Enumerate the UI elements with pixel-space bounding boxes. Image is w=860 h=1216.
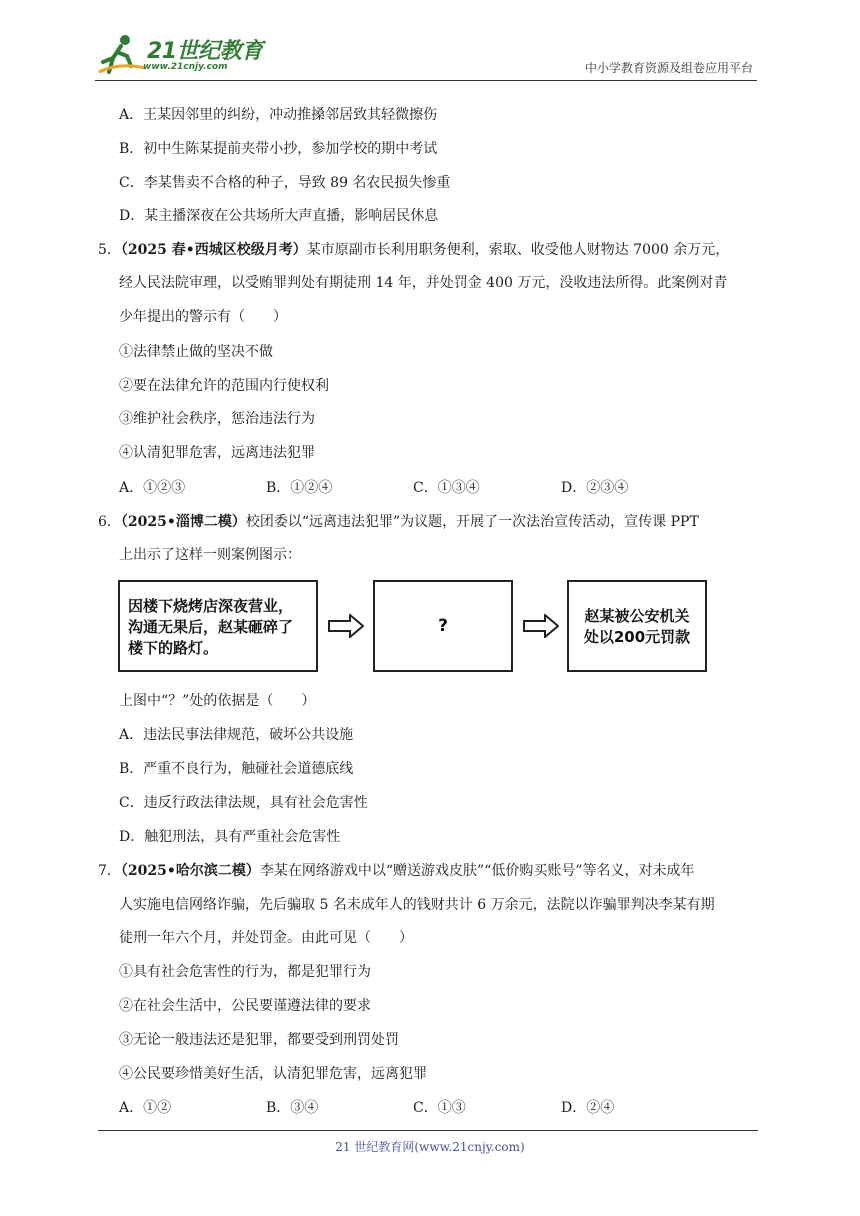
q4-option-a: A．王某因邻里的纠纷，冲动推搡邻居致其轻微擦伤 [119, 107, 438, 123]
q6-question: 上图中“？”处的依据是（ ） [119, 693, 316, 709]
q7-item-1: ①具有社会危害性的行为，都是犯罪行为 [119, 964, 371, 980]
case-box-cause-line1: 因楼下烧烤店深夜营业， [128, 597, 294, 615]
q5-stem-line2: 经人民法院审理，以受贿罪判处有期徒刑 14 年，并处罚金 400 万元，没收违法所得。此案例对青 [119, 275, 728, 291]
platform-label: 中小学教育资源及组卷应用平台 [584, 61, 753, 75]
q6-stem-line2: 上出示了这样一则案例图示： [119, 547, 301, 563]
q5-choice-c: C．①③④ [413, 480, 480, 496]
q6-option-c: C．违反行政法律法规，具有社会危害性 [119, 795, 368, 811]
q5-item-3: ③维护社会秩序，惩治违法行为 [119, 411, 315, 427]
case-box-unknown [373, 580, 513, 672]
case-box-cause-line3: 楼下的路灯。 [128, 639, 219, 657]
q5-stem-line1 [98, 241, 729, 259]
q5-choice-b: B．①②④ [266, 480, 333, 496]
footer-divider [98, 1130, 758, 1131]
q7-choice-d: D．②④ [561, 1100, 615, 1116]
case-box-result-line2: 处以200元罚款 [583, 628, 691, 646]
logo-text: 21世纪教育 [147, 39, 263, 64]
case-box-cause [118, 580, 318, 672]
q7-text: 李某在网络游戏中以“赠送游戏皮肤”“低价购买账号”等名义，对未成年 [259, 863, 695, 879]
q7-item-3: ③无论一般违法还是犯罪，都要受到刑罚处罚 [119, 1032, 399, 1048]
q5-source: （2025 春•西城区校级月考） [120, 242, 307, 258]
q6-option-b: B．严重不良行为，触碰社会道德底线 [119, 761, 354, 777]
q6-option-a: A．违法民事法律规范，破坏公共设施 [119, 727, 354, 743]
q5-item-2: ②要在法律允许的范围内行使权利 [119, 378, 329, 394]
case-box-cause-line2: 沟通无果后，赵某砸碎了 [128, 618, 294, 636]
case-box-unknown-mark: ? [438, 616, 448, 636]
q6-text: 校团委以“远离违法犯罪”为议题，开展了一次法治宣传活动，宣传课 PPT [245, 514, 699, 530]
q7-choice-c: C．①③ [413, 1100, 466, 1116]
case-box-result-line1: 赵某被公安机关 [584, 607, 690, 625]
q5-item-1: ①法律禁止做的坚决不做 [119, 344, 273, 360]
q5-item-4: ④认清犯罪危害，远离违法犯罪 [119, 445, 315, 461]
q7-stem-line2: 人实施电信网络诈骗，先后骗取 5 名未成年人的钱财共计 6 万余元，法院以诈骗罪判决李某有期 [119, 897, 715, 913]
case-diagram [118, 578, 708, 674]
q5-choice-a: A．①②③ [119, 480, 186, 496]
q6-option-d: D．触犯刑法，具有严重社会危害性 [119, 829, 341, 845]
q7-source: （2025•哈尔滨二模） [120, 863, 260, 879]
q4-option-b: B．初中生陈某提前夹带小抄，参加学校的期中考试 [119, 141, 438, 157]
q5-choice-d: D．②③④ [561, 480, 629, 496]
case-box-result [567, 580, 707, 672]
q7-number: 7． [98, 863, 121, 879]
right-arrow-icon [523, 614, 559, 638]
page-header [95, 28, 757, 81]
logo-url: www.21cnjy.com [143, 62, 228, 72]
q7-stem-line3: 徒刑一年六个月，并处罚金。由此可见（ ） [119, 930, 413, 946]
footer-link[interactable]: 21 世纪教育网(www.21cnjy.com) [335, 1140, 525, 1154]
q7-item-2: ②在社会生活中，公民要谨遵法律的要求 [119, 998, 371, 1014]
q6-source: （2025•淄博二模） [120, 514, 246, 530]
right-arrow-icon [328, 614, 364, 638]
q5-text: 某市原副市长利用职务便利，索取、收受他人财物达 7000 余万元， [306, 242, 730, 258]
q7-item-4: ④公民要珍惜美好生活，认清犯罪危害，远离犯罪 [119, 1066, 427, 1082]
q7-stem-line1 [98, 862, 694, 880]
q7-choice-a: A．①② [119, 1100, 172, 1116]
runner-logo-icon [95, 32, 147, 76]
q5-stem-line3: 少年提出的警示有（ ） [119, 309, 287, 325]
q7-choice-b: B．③④ [266, 1100, 319, 1116]
q4-option-c: C．李某售卖不合格的种子，导致 89 名农民损失惨重 [119, 175, 451, 191]
logo [95, 32, 265, 76]
q6-stem-line1 [98, 513, 699, 531]
q5-number: 5． [98, 242, 121, 258]
q6-number: 6． [98, 514, 121, 530]
q4-option-d: D．某主播深夜在公共场所大声直播，影响居民休息 [119, 208, 439, 224]
